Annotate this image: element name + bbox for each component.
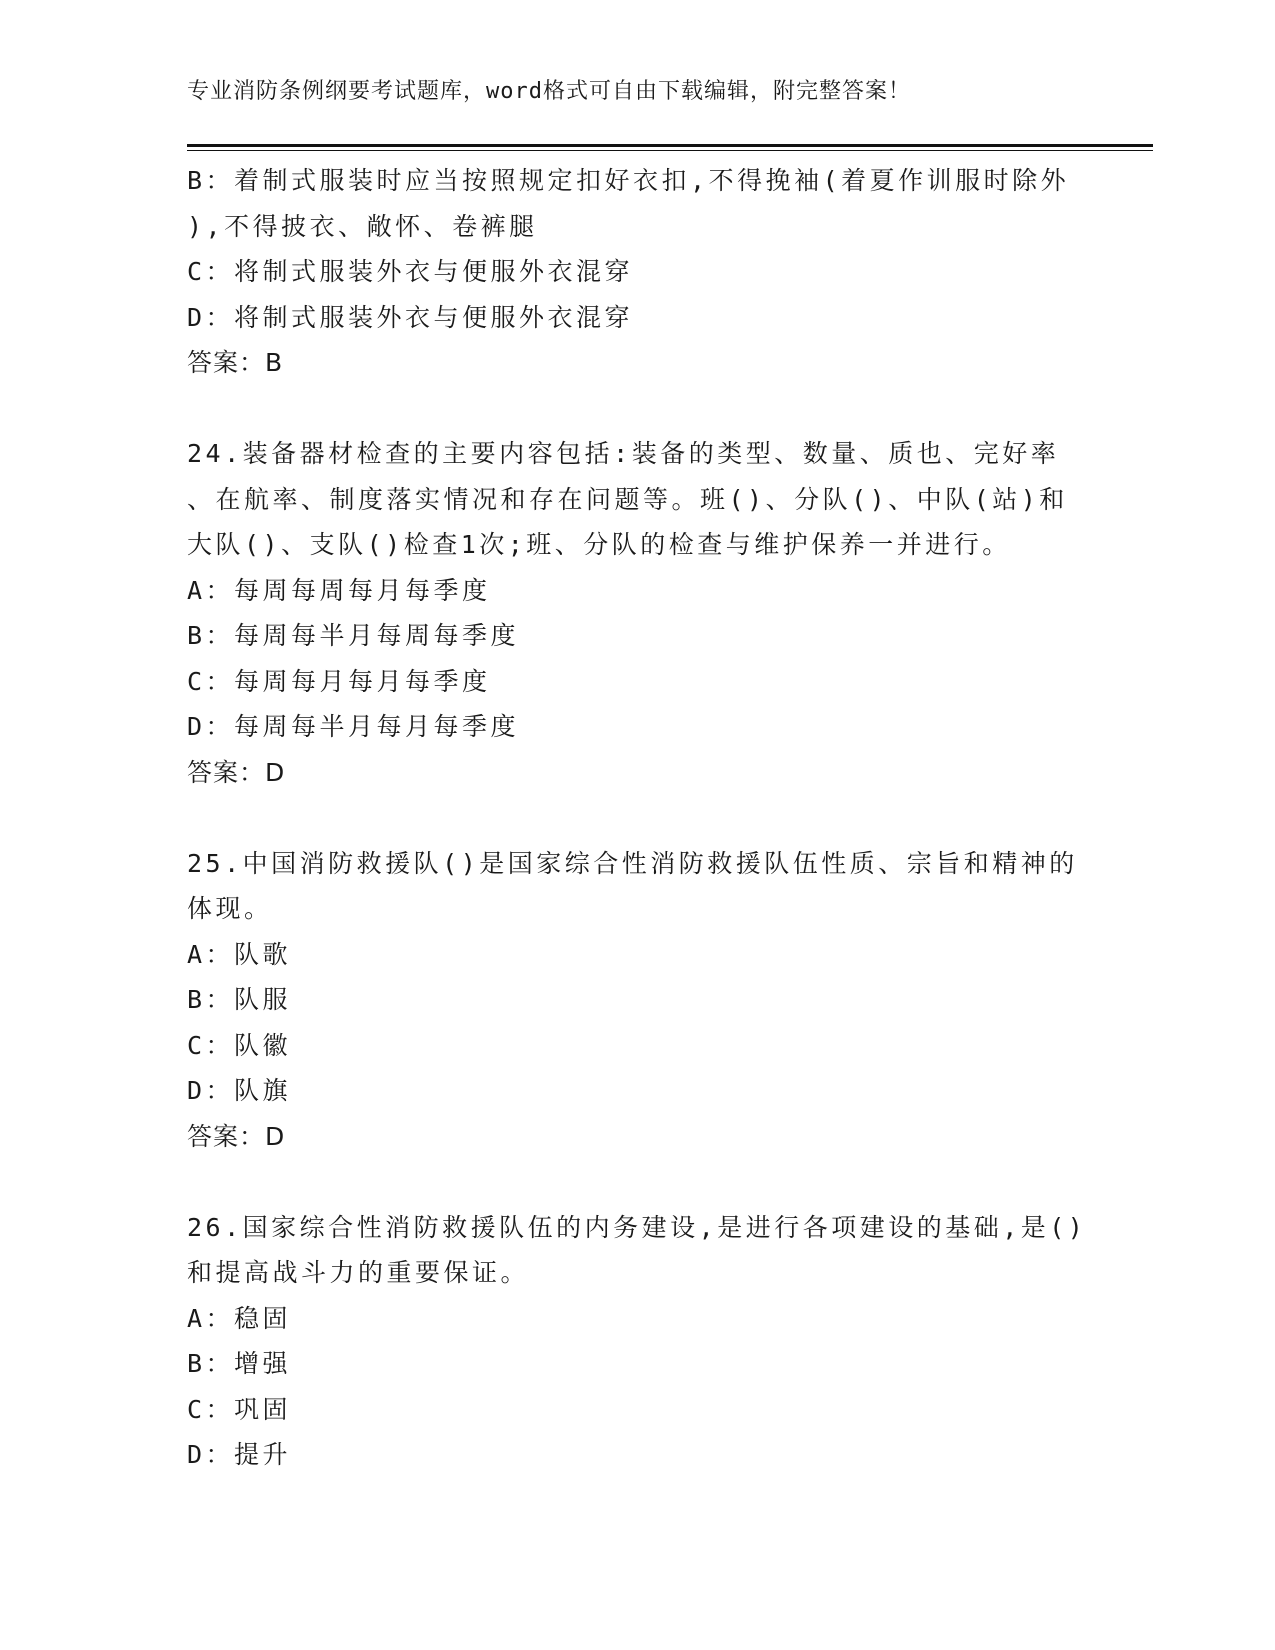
answer-line: 答案：D [187, 757, 286, 787]
option-line: D：将制式服装外衣与便服外衣混穿 [187, 302, 634, 332]
question-spacer [187, 1159, 1087, 1205]
option-line: D：队旗 [187, 1076, 292, 1105]
option-line: C：队徽 [187, 1030, 292, 1060]
question-stem-line: 和提高战斗力的重要保证。 [187, 1258, 530, 1287]
header-rule-thin [187, 150, 1153, 151]
question-list [187, 158, 1087, 1478]
question-block [187, 431, 1087, 795]
question-block [187, 841, 1087, 1160]
answer-line: 答案：B [187, 348, 284, 377]
option-line: B：增强 [187, 1349, 292, 1378]
question-stem-line: 25.中国消防救援队()是国家综合性消防救援队伍性质、宗旨和精神的 [187, 848, 1078, 878]
option-line: C：将制式服装外衣与便服外衣混穿 [187, 257, 634, 286]
option-line: D：每周每半月每月每季度 [187, 712, 520, 741]
question-stem-line: 、在航率、制度落实情况和存在问题等。班()、分队()、中队(站)和 [187, 484, 1068, 514]
option-line: ),不得披衣、敞怀、卷裤腿 [187, 211, 538, 241]
header-rule-thick [187, 144, 1153, 147]
option-line: B：每周每半月每周每季度 [187, 621, 520, 650]
question-spacer [187, 795, 1087, 841]
question-block [187, 158, 1087, 386]
question-stem-line: 体现。 [187, 894, 273, 923]
option-line: C：每周每月每月每季度 [187, 666, 491, 696]
question-spacer [187, 386, 1087, 432]
page-header: 专业消防条例纲要考试题库，word格式可自由下载编辑，附完整答案！ [187, 79, 911, 104]
option-line: D：提升 [187, 1440, 292, 1469]
question-stem-line: 大队()、支队()检查1次;班、分队的检查与维护保养一并进行。 [187, 530, 1011, 559]
option-line: B：着制式服装时应当按照规定扣好衣扣,不得挽袖(着夏作训服时除外 [187, 166, 1070, 195]
question-stem-line: 24.装备器材检查的主要内容包括:装备的类型、数量、质也、完好率 [187, 439, 1060, 468]
question-block [187, 1205, 1087, 1478]
option-line: A：稳固 [187, 1303, 292, 1333]
answer-line: 答案：D [187, 1121, 286, 1151]
option-line: A：队歌 [187, 939, 292, 969]
option-line: A：每周每周每月每季度 [187, 575, 491, 605]
option-line: C：巩固 [187, 1394, 292, 1424]
option-line: B：队服 [187, 985, 292, 1014]
question-stem-line: 26.国家综合性消防救援队伍的内务建设,是进行各项建设的基础,是() [187, 1212, 1087, 1242]
